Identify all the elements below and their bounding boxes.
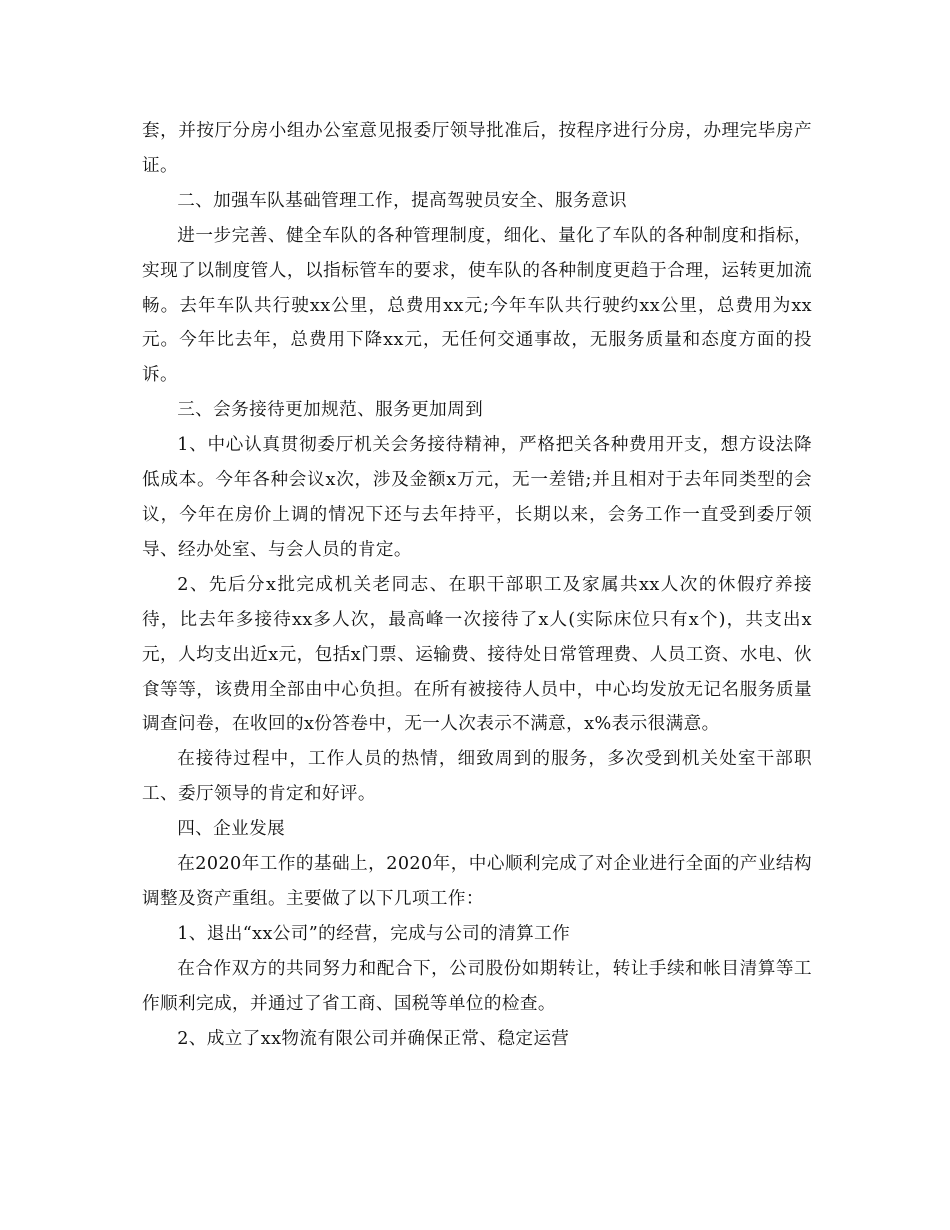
paragraph: 套，并按厅分房小组办公室意见报委厅领导批准后，按程序进行分房，办理完毕房产证。	[142, 121, 812, 176]
section-heading: 二、加强车队基础管理工作，提高驾驶员安全、服务意识	[177, 190, 628, 211]
subsection-heading: 2、成立了xx物流有限公司并确保正常、稳定运营	[177, 1028, 570, 1049]
paragraph: 进一步完善、健全车队的各种管理制度，细化、量化了车队的各种制度和指标，实现了以制度管人，以指标管车的要求，使车队的各种制度更趋于合理，运转更加流畅。去年车队共行驶xx公里，总费用xx元;今年车队共行驶约xx公里，总费用为xx元。今年比去年，总费用下降xx元，无任何交通事故，无服务质量和态度方面的投诉。	[142, 225, 812, 386]
paragraph: 在合作双方的共同努力和配合下，公司股份如期转让，转让手续和帐目清算等工作顺利完成，并通过了省工商、国税等单位的检查。	[142, 958, 812, 1014]
paragraph: 在接待过程中，工作人员的热情，细致周到的服务，多次受到机关处室干部职工、委厅领导的肯定和好评。	[142, 749, 812, 805]
subsection-heading: 1、退出“xx公司”的经营，完成与公司的清算工作	[177, 923, 571, 944]
paragraph: 2、先后分x批完成机关老同志、在职干部职工及家属共xx人次的休假疗养接待，比去年多接待xx多人次，最高峰一次接待了x人(实际床位只有x个)，共支出x元，人均支出近x元，包括x门票、运输费、接待处日常管理费、人员工资、水电、伙食等等，该费用全部由中心负担。在所有被接待人员中，中心均发放无记名服务质量调查问卷，在收回的x份答卷中，无一人次表示不满意，x%表示很满意。	[142, 574, 812, 735]
document-body	[142, 114, 812, 1056]
paragraph: 1、中心认真贯彻委厅机关会务接待精神，严格把关各种费用开支，想方设法降低成本。今年各种会议x次，涉及金额x万元，无一差错;并且相对于去年同类型的会议，今年在房价上调的情况下还与去年持平，长期以来，会务工作一直受到委厅领导、经办处室、与会人员的肯定。	[142, 435, 812, 560]
section-heading: 三、会务接待更加规范、服务更加周到	[177, 400, 484, 421]
paragraph: 在2020年工作的基础上，2020年，中心顺利完成了对企业进行全面的产业结构调整及资产重组。主要做了以下几项工作：	[142, 854, 812, 909]
section-heading: 四、企业发展	[177, 819, 286, 840]
